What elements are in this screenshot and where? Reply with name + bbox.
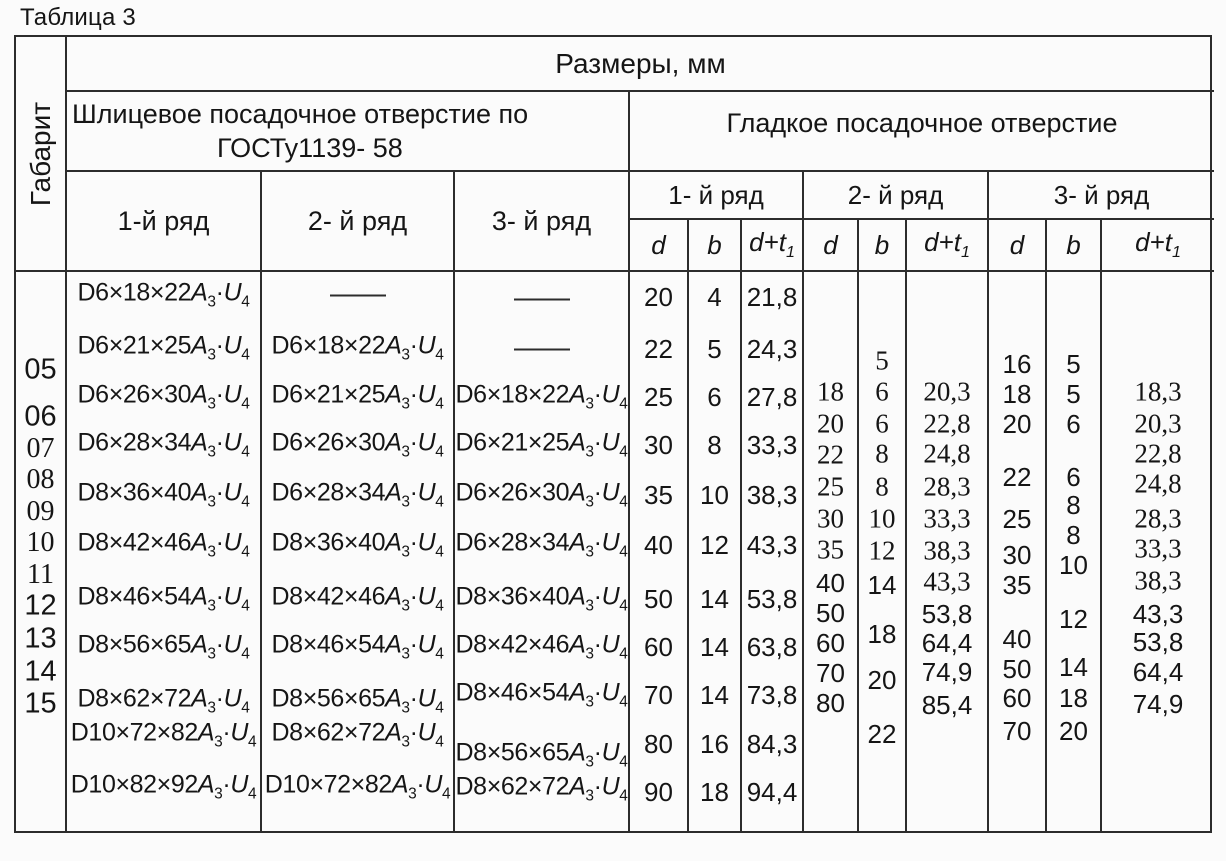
smooth2-d-column [804,272,859,831]
b-value: 14 [700,680,729,710]
b-value: 14 [700,584,729,614]
dt-value: 33,3 [1134,533,1182,564]
d-value: 80 [644,729,673,759]
smooth2-b-column [859,272,907,831]
b-value: 5 [1066,379,1081,409]
spline-series2-header: 2- й ряд [262,172,455,272]
b-value: 14 [867,570,897,600]
dt-value: 38,3 [1134,565,1182,596]
col-header-b-series1: b [689,220,742,272]
col-header-d-series2: d [804,220,859,272]
d-value: 40 [816,568,845,598]
spline-designation: $D6\times 18\times 22A_3\cdot U_4$ [455,380,628,413]
d-value: 80 [816,688,845,718]
spline-designation: $D8\times 56\times 65A_3\cdot U_4$ [77,630,250,663]
gabarit-value: 09 [26,496,55,527]
d-value: 22 [1002,462,1032,492]
smooth1-d-column [630,272,689,831]
spline-designation: $D8\times 42\times 46A_3\cdot U_4$ [271,582,444,615]
smooth3-d-column [989,272,1047,831]
dt-value: 73,8 [746,680,798,710]
dt-value: 20,3 [1134,408,1182,439]
spline-designation: $D8\times 56\times 65A_3\cdot U_4$ [455,738,628,771]
b-value: 8 [1066,520,1081,550]
dt-value: 53,8 [746,584,798,614]
dt-value: 28,3 [1134,503,1182,534]
dt-value: 74,9 [921,657,973,687]
d-value: 30 [1002,540,1032,570]
dt-value: 38,3 [746,480,798,510]
gabarit-header-cell [16,37,67,272]
d-value: 25 [644,382,673,412]
spline-series3-header: 3- й ряд [455,172,630,272]
b-value: 10 [1059,550,1088,580]
spline-designation: $D10\times 72\times 82A_3\cdot U_4$ [264,770,451,803]
col-header-d-series1: d [630,220,689,272]
d-value: 90 [644,777,673,807]
dt-value: 64,4 [921,628,973,658]
spline-designation [262,283,453,308]
b-value: 14 [700,632,729,662]
spline-designation: $D8\times 46\times 54A_3\cdot U_4$ [77,582,250,615]
col-header-b-series3: b [1047,220,1102,272]
b-value: 14 [1059,652,1088,682]
smooth2-dt-column [907,272,989,831]
spline-designation: $D6\times 26\times 30A_3\cdot U_4$ [77,380,250,413]
spline-col3 [455,272,630,831]
gabarit-header-label: Габарит [24,101,56,206]
b-value: 18 [1059,683,1088,713]
b-value: 6 [1066,409,1081,439]
b-value: 4 [707,282,722,312]
spline-designation: $D6\times 21\times 25A_3\cdot U_4$ [271,380,444,413]
spline-designation: $D6\times 28\times 34A_3\cdot U_4$ [455,528,628,561]
spline-hole-header-line1: Шлицевое посадочное отверстие по [72,99,529,129]
b-value: 12 [868,535,896,566]
spline-designation [455,337,628,362]
b-value: 18 [700,777,729,807]
b-value: 10 [868,503,896,534]
d-value: 30 [817,503,844,534]
d-value: 18 [817,376,844,407]
spline-designation: $D6\times 28\times 34A_3\cdot U_4$ [77,428,250,461]
gabarit-value: 14 [24,655,57,688]
spline-designation: $D6\times 21\times 25A_3\cdot U_4$ [77,331,250,364]
d-value: 25 [1002,504,1032,534]
spline-designation: $D6\times 26\times 30A_3\cdot U_4$ [455,478,628,511]
spline-designation: $D8\times 46\times 54A_3\cdot U_4$ [271,630,444,663]
b-value: 8 [875,438,889,469]
spline-designation: $D6\times 21\times 25A_3\cdot U_4$ [455,428,628,461]
table-caption: Таблица 3 [20,4,136,31]
spline-designation: $D8\times 46\times 54A_3\cdot U_4$ [455,678,628,711]
spline-designation: $D8\times 42\times 46A_3\cdot U_4$ [77,528,250,561]
b-value: 12 [700,530,729,560]
spline-designation: $D8\times 36\times 40A_3\cdot U_4$ [77,478,250,511]
dt-value: 20,3 [923,376,971,407]
d-value: 50 [816,598,845,628]
spline-designation: $D8\times 62\times 72A_3\cdot U_4$ [455,772,628,805]
smooth-hole-header-label: Гладкое посадочное отверстие [726,107,1118,138]
dt-value: 38,3 [923,535,971,566]
col-header-b-series2: b [859,220,907,272]
spline-col1 [67,272,262,831]
b-value: 6 [875,376,889,407]
dt-value: 24,8 [1134,468,1182,499]
d-value: 16 [1002,349,1032,379]
d-value: 60 [816,628,845,658]
spline-designation: $D10\times 82\times 92A_3\cdot U_4$ [70,770,257,803]
dt-value: 24,3 [746,334,798,364]
dt-value: 27,8 [746,382,798,412]
col-header-dt-series2: $d+t_1$ [907,220,989,272]
dt-value: 22,8 [1134,438,1182,469]
dt-value: 33,3 [923,503,971,534]
d-value: 22 [817,439,844,470]
no-value-dash [514,299,570,301]
b-value: 5 [1066,349,1081,379]
b-value: 8 [875,471,889,502]
gabarit-value: 10 [26,527,55,558]
dt-value: 43,3 [1132,599,1184,629]
dt-value: 64,4 [1132,657,1184,687]
dt-value: 84,3 [746,729,798,759]
gabarit-value: 05 [24,353,57,386]
b-value: 6 [875,408,889,439]
d-value: 30 [644,430,673,460]
dt-value: 53,8 [1132,627,1184,657]
b-value: 8 [707,430,722,460]
spline-designation: $D8\times 36\times 40A_3\cdot U_4$ [455,582,628,615]
dt-value: 33,3 [746,430,798,460]
spline-designation: $D6\times 18\times 22A_3\cdot U_4$ [271,331,444,364]
b-value: 20 [867,665,897,695]
gabarit-value: 13 [24,622,57,655]
dt-value: 53,8 [921,599,973,629]
d-value: 60 [1002,683,1032,713]
spline-designation: $D8\times 62\times 72A_3\cdot U_4$ [271,718,444,751]
spline-col2 [262,272,455,831]
smooth1-dt-column [742,272,804,831]
spline-designation: $D6\times 26\times 30A_3\cdot U_4$ [271,428,444,461]
dt-value: 43,3 [746,530,798,560]
col-header-dt-series3: $d+t_1$ [1102,220,1214,272]
spline-designation [455,287,628,312]
d-value: 70 [816,658,845,688]
d-value: 35 [1002,570,1032,600]
d-value: 40 [1002,624,1032,654]
d-value: 35 [817,534,844,565]
d-value: 70 [1002,716,1032,746]
spline-designation: $D8\times 62\times 72A_3\cdot U_4$ [77,684,250,717]
smooth3-b-column [1047,272,1102,831]
d-value: 35 [644,480,673,510]
dimensions-table [14,35,1212,833]
d-value: 18 [1002,379,1032,409]
d-value: 70 [644,680,673,710]
b-value: 6 [707,382,722,412]
dt-value: 43,3 [923,566,971,597]
spline-designation: $D6\times 18\times 22A_3\cdot U_4$ [77,278,250,311]
no-value-dash [330,295,386,297]
spline-designation: $D8\times 36\times 40A_3\cdot U_4$ [271,528,444,561]
gabarit-value: 06 [24,400,57,433]
smooth3-dt-column [1102,272,1214,831]
dt-value: 94,4 [746,777,798,807]
d-value: 60 [644,632,673,662]
spline-designation: $D8\times 56\times 65A_3\cdot U_4$ [271,684,444,717]
no-value-dash [514,349,570,351]
gabarit-value: 11 [27,559,54,590]
dt-value: 21,8 [746,282,798,312]
b-value: 6 [1066,462,1081,492]
b-value: 12 [1059,604,1088,634]
spline-hole-header-cell [67,92,630,172]
dt-value: 74,9 [1132,689,1184,719]
gabarit-value: 12 [24,589,57,622]
gabarit-value: 07 [26,433,55,464]
b-value: 10 [700,480,729,510]
b-value: 22 [867,719,897,749]
b-value: 5 [875,345,889,376]
d-value: 50 [644,584,673,614]
gabarit-value: 15 [24,687,57,720]
dt-value: 18,3 [1134,376,1182,407]
d-value: 40 [644,530,673,560]
smooth1-b-column [689,272,742,831]
d-value: 22 [644,334,673,364]
b-value: 8 [1066,490,1081,520]
spline-hole-header-line2: ГОСТу1139- 58 [217,133,403,163]
dt-value: 63,8 [746,632,798,662]
b-value: 5 [707,334,722,364]
size-units-label: Размеры, мм [555,47,726,79]
smooth-hole-header-cell [630,92,1214,172]
b-value: 16 [700,729,729,759]
size-units-header-cell [67,37,1214,92]
d-value: 20 [817,408,844,439]
gabarit-value: 08 [26,464,55,495]
b-value: 18 [867,619,897,649]
gabarit-values-column [16,272,67,831]
d-value: 50 [1002,654,1032,684]
smooth-series3-header: 3- й ряд [989,172,1214,220]
spline-designation: $D8\times 42\times 46A_3\cdot U_4$ [455,630,628,663]
d-value: 20 [1002,409,1032,439]
smooth-series1-header: 1- й ряд [630,172,804,220]
dt-value: 85,4 [921,690,973,720]
dt-value: 28,3 [923,471,971,502]
spline-designation: $D10\times 72\times 82A_3\cdot U_4$ [70,718,257,751]
dt-value: 24,8 [923,438,971,469]
dt-value: 22,8 [923,408,971,439]
smooth-series2-header: 2- й ряд [804,172,989,220]
d-value: 20 [644,282,673,312]
spline-designation: $D6\times 28\times 34A_3\cdot U_4$ [271,478,444,511]
d-value: 25 [817,471,844,502]
spline-series1-header: 1-й ряд [67,172,262,272]
b-value: 20 [1059,716,1088,746]
col-header-d-series3: d [989,220,1047,272]
col-header-dt-series1: $d+t_1$ [742,220,804,272]
